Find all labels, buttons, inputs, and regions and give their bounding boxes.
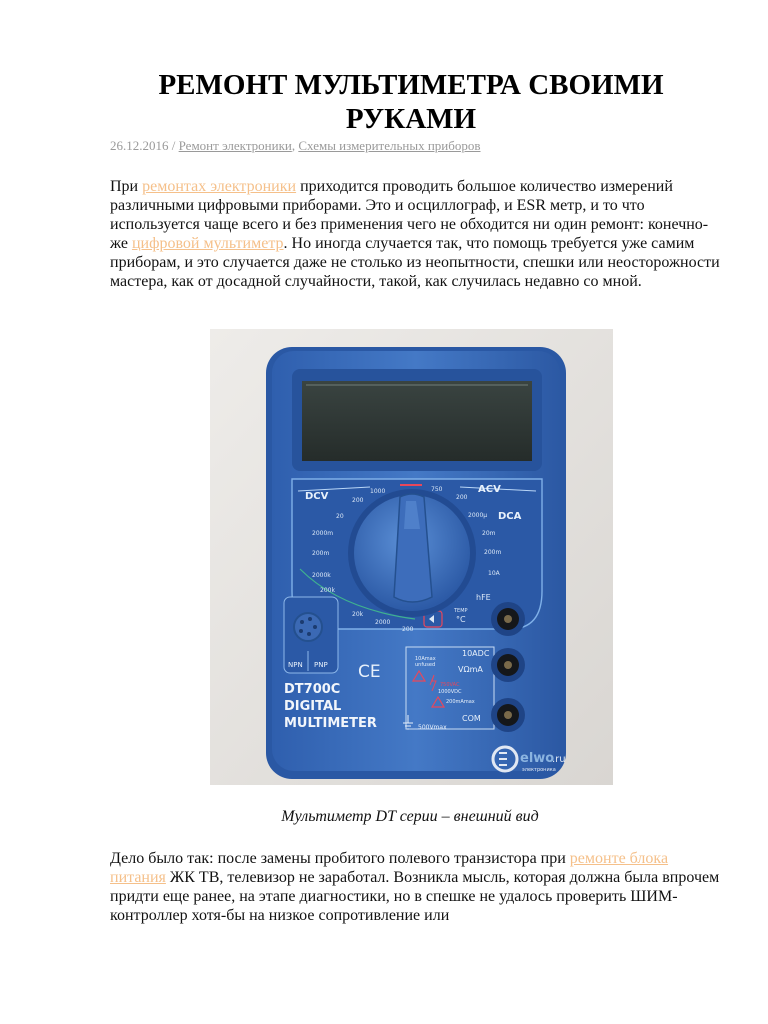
jack-vomega-ma[interactable] — [491, 648, 525, 682]
jack-com-label: COM — [462, 714, 481, 723]
dca-200m: 200m — [484, 549, 502, 556]
acv-200: 200 — [456, 494, 468, 501]
range-2000m: 2000m — [312, 530, 334, 537]
category-link-electronics-repair[interactable]: Ремонт электроники — [178, 138, 292, 153]
story-text-2: ЖК ТВ, телевизор не заработал. Возникла мысль, которая должна была впрочем придти еще ранее, на этапе диагностики, но в спешке не удалось проверить ШИМ-контроллер хотя-бы на низкое сопротивление или — [110, 869, 720, 924]
range-20k: 20k — [352, 611, 364, 618]
page-title — [110, 68, 712, 136]
dca-20m: 20m — [482, 530, 496, 537]
ce-mark: CE — [358, 662, 381, 682]
model-label: DT700C — [284, 682, 341, 697]
dcv-label: DCV — [305, 491, 329, 502]
range-2000: 2000 — [375, 619, 391, 626]
category-separator: , — [291, 138, 299, 153]
meta-separator: / — [168, 138, 179, 153]
range-200m: 200m — [312, 550, 330, 557]
warning-1000vdc: 1000VDC — [438, 689, 462, 695]
link-electronics-repairs[interactable]: ремонтах электроники — [142, 178, 297, 195]
range-200: 200 — [352, 497, 364, 504]
jack-vomega-label: VΩmA — [458, 665, 483, 674]
figure-caption: Мультиметр DT серии – внешний вид — [281, 808, 539, 825]
intro-text-3: . Но иногда случается так, что помощь требуется уже самим приборам, и это случается даже не столько из неопытности, спешки или неосторожности мастера, как от досадной случайности, такой, как случилась недавно со мной. — [110, 235, 720, 290]
watermark-text: elwo — [520, 751, 555, 766]
dca-2000u: 2000μ — [468, 512, 488, 519]
range-200k: 200k — [320, 587, 335, 594]
digital-label: DIGITAL — [284, 699, 342, 714]
watermark-subtitle: электроника — [522, 767, 556, 773]
jack-10adc-label: 10ADC — [462, 649, 490, 658]
acv-750: 750 — [431, 486, 443, 493]
pnp-label: PNP — [314, 661, 328, 669]
acv-label: ACV — [478, 484, 501, 495]
temp-unit: °C — [456, 615, 466, 624]
npn-label: NPN — [288, 661, 303, 669]
lcd-screen — [302, 381, 532, 461]
intro-text-1: При — [110, 178, 143, 195]
warning-750vac: 750VAC — [440, 682, 460, 688]
multimeter-photo — [210, 329, 613, 785]
range-2000k: 2000k — [312, 572, 331, 579]
page-title-line-1: РЕМОНТ МУЛЬТИМЕТРА СВОИМИ — [158, 69, 664, 101]
dca-10a: 10A — [488, 570, 500, 577]
jack-com[interactable] — [491, 698, 525, 732]
multimeter-label: MULTIMETER — [284, 716, 377, 731]
post-meta — [110, 138, 481, 154]
range-20: 20 — [336, 513, 344, 520]
warning-unfused: unfused — [415, 662, 436, 668]
watermark-domain: .ru — [552, 754, 566, 765]
link-digital-multimeter[interactable]: цифровой мультиметр — [131, 235, 284, 252]
temp-label: TEMP — [454, 608, 468, 614]
dca-label: DCA — [498, 511, 522, 522]
jack-500v-label: 500Vmax — [418, 724, 447, 731]
warning-10amax: 10Amax — [415, 656, 436, 662]
jack-10adc[interactable] — [491, 602, 525, 636]
page-title-line-2: РУКАМИ — [345, 103, 477, 135]
range-200-ohm: 200 — [402, 626, 414, 633]
intro-paragraph — [110, 177, 722, 291]
link-power-supply-repair[interactable]: ремонте блока питания — [110, 850, 669, 886]
story-paragraph — [110, 849, 722, 925]
warning-200mamax: 200mAmax — [446, 699, 475, 705]
hfe-label: hFE — [476, 593, 491, 602]
post-date: 26.12.2016 — [110, 138, 169, 153]
category-link-measuring-schemes[interactable]: Схемы измерительных приборов — [298, 138, 481, 153]
intro-text-2: приходится проводить большое количество измерений различными цифровыми приборами. Это и осциллограф, и ESR метр, и то что используется чаще всего и без применения чего не обходится ни один ремонт: конечно-же — [110, 178, 709, 252]
multimeter-illustration — [210, 329, 613, 785]
hfe-socket — [294, 613, 322, 641]
story-text-1: Дело было так: после замены пробитого полевого транзистора при — [110, 850, 570, 867]
range-1000: 1000 — [370, 488, 386, 495]
